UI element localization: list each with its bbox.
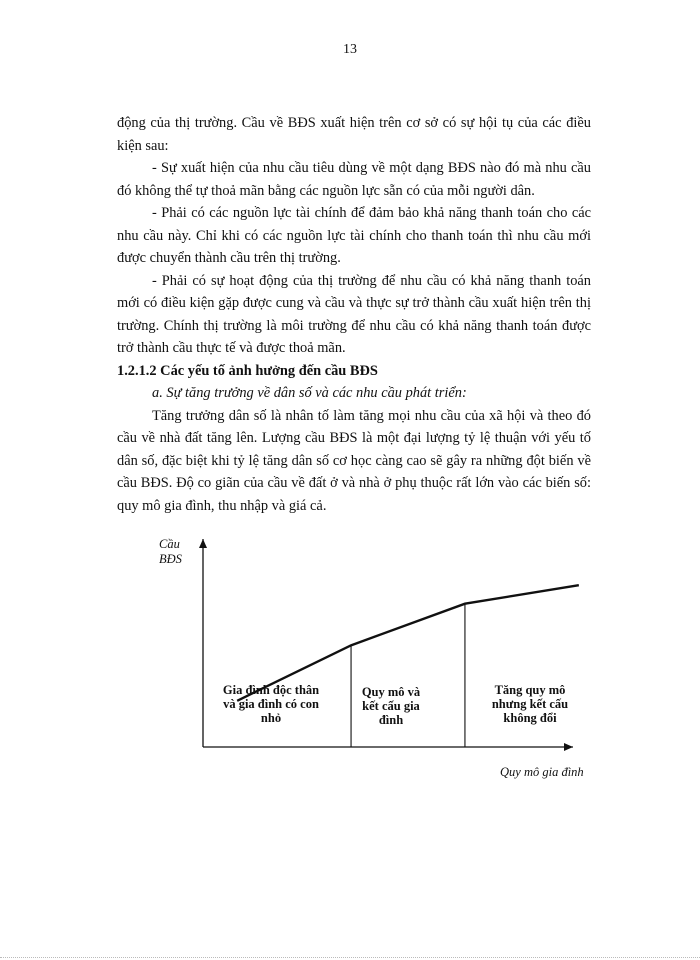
section-subheading: a. Sự tăng trưởng về dân số và các nhu cầu phát triển:	[152, 385, 467, 401]
chart-canvas	[145, 525, 585, 775]
region-2-line-2: kết cấu gia	[362, 699, 420, 713]
paragraph-5: Tăng trưởng dân số là nhân tố làm tăng mọi nhu cầu của xã hội và theo đó cầu về nhà đất tăng lên. Lượng cầu BĐS là một đại lượng tỷ lệ thuận với yếu tố dân số, đặc biệt khi tỷ lệ tăng dân số cơ học càng cao sẽ gây ra những đột biến về cầu BĐS. Độ co giãn của cầu về đất ở và nhà ở phụ thuộc rất lớn vào các biến số: quy mô gia đình, thu nhập và giá cả.	[117, 407, 591, 514]
region-label-1	[213, 683, 329, 725]
y-axis-label-line-2: BĐS	[159, 552, 182, 566]
paragraph-1: động của thị trường. Cầu về BĐS xuất hiện trên cơ sở có sự hội tụ của các điều kiện sau:	[117, 115, 591, 154]
region-3-line-2: nhưng kết cấu	[491, 697, 569, 711]
region-3-line-1: Tăng quy mô	[494, 683, 566, 697]
region-2-line-3: đình	[378, 713, 404, 727]
paragraph-2: - Sự xuất hiện của nhu cầu tiêu dùng về một dạng BĐS nào đó mà nhu cầu đó không thể tự thoả mãn bằng các nguồn lực sẵn có của mỗi người dân.	[117, 160, 591, 199]
section-heading: 1.2.1.2 Các yếu tố ảnh hưởng đến cầu BĐS	[117, 362, 378, 379]
region-3-line-3: không đổi	[503, 711, 557, 725]
region-label-2	[339, 685, 443, 727]
x-axis-label: Quy mô gia đình	[500, 765, 584, 779]
y-axis-label-line-1: Cầu	[159, 537, 180, 551]
y-axis-arrow	[199, 539, 207, 548]
y-axis-label	[159, 537, 199, 567]
paragraph-4: - Phải có sự hoạt động của thị trường để nhu cầu có khả năng thanh toán mới có điều kiện gặp được cung và cầu và thực sự trở thành cầu xuất hiện trên thị trường. Chính thị trường là môi trường để nhu cầu có khả năng thanh toán được trở thành cầu thực tế và được thoả mãn.	[117, 272, 591, 356]
paragraph-3: - Phải có các nguồn lực tài chính để đảm bảo khả năng thanh toán cho các nhu cầu này. Chỉ khi có các nguồn lực tài chính cho thanh toán thì nhu cầu mới được chuyển thành cầu trên thị trường.	[117, 205, 591, 266]
region-2-line-1: Quy mô và	[361, 685, 421, 699]
page-bottom-rule	[0, 957, 700, 958]
page-number: 13	[343, 42, 357, 57]
region-1-line-1: Gia đình độc thân	[222, 683, 320, 697]
region-1-line-2: và gia đình có con	[223, 697, 319, 711]
region-1-line-3: nhỏ	[260, 711, 282, 725]
body-text	[117, 112, 591, 517]
x-axis-arrow	[564, 743, 573, 751]
demand-chart	[145, 525, 585, 779]
region-label-3	[475, 683, 585, 725]
